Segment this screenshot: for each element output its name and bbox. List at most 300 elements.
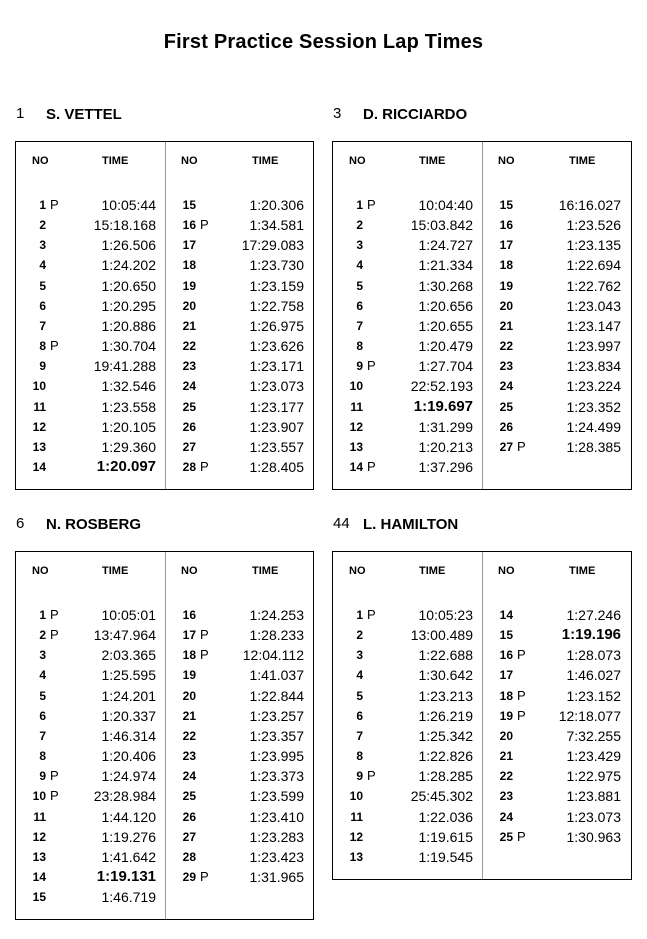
lap-row (166, 296, 304, 316)
lap-number: 25 (499, 399, 513, 414)
column-header-time: TIME (569, 565, 596, 577)
lap-row (16, 827, 156, 847)
lap-row (166, 235, 304, 255)
lap-row (483, 807, 621, 827)
driver-header (333, 105, 623, 125)
lap-number: 16 (499, 648, 513, 663)
lap-time: 1:23.177 (249, 398, 304, 415)
lap-time: 1:25.342 (418, 727, 473, 744)
lap-row (166, 276, 304, 296)
lap-time: 1:20.656 (418, 297, 473, 314)
lap-time: 1:23.147 (566, 317, 621, 334)
lap-number: 19 (499, 278, 513, 293)
lap-row (16, 726, 156, 746)
lap-number: 5 (39, 278, 46, 293)
lap-time: 12:18.077 (558, 707, 621, 724)
lap-number: 11 (350, 399, 363, 414)
lap-time: 1:23.626 (249, 338, 304, 355)
lap-row (333, 437, 473, 457)
lap-number: 14 (32, 459, 46, 474)
column-header-no: NO (181, 155, 198, 167)
lap-row (333, 746, 473, 766)
lap-time: 17:29.083 (241, 237, 304, 254)
lap-number: 13 (32, 849, 46, 864)
lap-row (333, 706, 473, 726)
lap-time: 1:41.642 (101, 848, 156, 865)
lap-row (483, 376, 621, 396)
lap-row (166, 457, 304, 477)
lap-time: 1:23.558 (101, 398, 156, 415)
lap-number: 11 (33, 809, 46, 824)
best-lap-time: 1:19.697 (413, 397, 473, 415)
lap-row (333, 376, 473, 396)
lap-row (16, 417, 156, 437)
lap-number: 17 (182, 238, 196, 253)
lap-time: 1:23.997 (566, 338, 621, 355)
lap-row (16, 766, 156, 786)
lap-row (483, 397, 621, 417)
lap-time: 1:23.073 (566, 808, 621, 825)
lap-time: 1:24.499 (566, 418, 621, 435)
driver-number: 3 (333, 105, 342, 122)
lap-time: 1:37.296 (418, 458, 473, 475)
lap-time: 12:04.112 (242, 647, 304, 664)
lap-number: 1 (39, 608, 46, 622)
lap-number: 17 (182, 628, 196, 643)
lap-time: 1:23.373 (249, 768, 304, 785)
lap-row (483, 827, 621, 847)
lap-time: 1:24.974 (101, 768, 156, 785)
lap-time: 1:20.886 (101, 317, 156, 334)
lap-row (333, 356, 473, 376)
lap-number: 9 (39, 359, 46, 374)
lap-number: 14 (32, 869, 46, 884)
lap-time: 1:23.526 (566, 217, 621, 234)
lap-row (483, 706, 621, 726)
lap-time: 1:24.201 (101, 687, 156, 704)
lap-number: 1 (356, 608, 363, 622)
lap-time: 1:30.642 (418, 667, 473, 684)
lap-row (16, 786, 156, 806)
column-header-no: NO (349, 565, 366, 577)
lap-time: 1:46.314 (101, 727, 156, 744)
lap-time: 1:32.546 (101, 378, 156, 395)
lap-row (166, 645, 304, 665)
lap-time: 1:24.202 (101, 257, 156, 274)
column-header-time: TIME (419, 155, 446, 167)
lap-row (483, 255, 621, 275)
lap-time: 1:24.253 (249, 607, 304, 623)
lap-number: 11 (350, 809, 363, 824)
lap-row (16, 215, 156, 235)
lap-time: 1:23.073 (249, 378, 304, 395)
lap-times-table (332, 141, 632, 490)
lap-row (16, 706, 156, 726)
lap-time: 1:30.963 (566, 828, 621, 845)
lap-time: 10:05:44 (101, 197, 156, 213)
lap-row (16, 397, 156, 417)
lap-time: 13:47.964 (93, 627, 156, 644)
lap-number: 7 (39, 318, 46, 333)
lap-row (483, 726, 621, 746)
lap-row (166, 417, 304, 437)
lap-number: 15 (32, 890, 46, 905)
lap-number: 12 (349, 419, 363, 434)
column-header-time: TIME (252, 565, 279, 577)
lap-number: 1 (39, 198, 46, 212)
lap-time: 1:46.027 (566, 667, 621, 684)
lap-row (16, 457, 156, 477)
lap-time: 1:23.135 (566, 237, 621, 254)
lap-number: 2 (356, 218, 363, 233)
lap-row (483, 786, 621, 806)
lap-number: 20 (182, 298, 196, 313)
lap-time: 1:29.360 (101, 438, 156, 455)
lap-time: 1:20.650 (101, 277, 156, 294)
lap-time: 1:31.965 (249, 868, 304, 885)
pit-marker: P (517, 438, 526, 454)
lap-time: 1:22.758 (249, 297, 304, 314)
pit-marker: P (50, 768, 59, 784)
lap-number: 20 (182, 688, 196, 703)
column-header-no: NO (498, 155, 515, 167)
lap-time: 1:22.688 (418, 647, 473, 664)
driver-header (16, 105, 306, 125)
lap-row (16, 316, 156, 336)
lap-row (166, 786, 304, 806)
lap-row (16, 336, 156, 356)
lap-time: 1:27.246 (566, 607, 621, 623)
lap-number: 23 (182, 749, 196, 764)
lap-time: 1:23.224 (566, 378, 621, 395)
lap-time: 1:23.907 (249, 418, 304, 435)
lap-row (166, 316, 304, 336)
lap-row (166, 686, 304, 706)
column-header-no: NO (181, 565, 198, 577)
lap-time: 1:23.352 (566, 398, 621, 415)
driver-name: L. HAMILTON (363, 516, 459, 533)
lap-number: 14 (499, 608, 513, 622)
lap-time: 10:05:23 (418, 607, 473, 623)
lap-time: 1:23.423 (249, 848, 304, 865)
lap-time: 23:28.984 (93, 788, 156, 805)
lap-row (166, 356, 304, 376)
lap-row (166, 706, 304, 726)
column-header-no: NO (32, 155, 49, 167)
lap-number: 7 (356, 318, 363, 333)
lap-row (483, 605, 621, 625)
lap-number: 25 (182, 789, 196, 804)
lap-number: 18 (182, 258, 196, 273)
lap-row (333, 417, 473, 437)
lap-number: 6 (39, 298, 46, 313)
pit-marker: P (200, 627, 209, 643)
lap-time: 1:31.299 (418, 418, 473, 435)
lap-time: 1:23.283 (249, 828, 304, 845)
lap-row (483, 625, 621, 645)
lap-time: 1:23.171 (249, 358, 304, 375)
lap-time: 1:23.429 (566, 748, 621, 765)
lap-number: 2 (356, 628, 363, 643)
pit-marker: P (367, 768, 376, 784)
lap-number: 18 (182, 648, 196, 663)
pit-marker: P (367, 458, 376, 474)
lap-times-table (15, 551, 314, 920)
lap-number: 11 (33, 399, 46, 414)
lap-row (483, 645, 621, 665)
lap-number: 21 (182, 708, 196, 723)
driver-name: S. VETTEL (46, 106, 122, 123)
lap-time: 1:34.581 (249, 217, 304, 234)
lap-number: 16 (499, 218, 513, 233)
lap-number: 5 (356, 278, 363, 293)
best-lap-time: 1:19.131 (96, 867, 156, 885)
pit-marker: P (50, 197, 59, 212)
lap-row (483, 215, 621, 235)
lap-time: 2:03.365 (101, 647, 156, 664)
lap-time: 1:23.557 (249, 438, 304, 455)
lap-row (16, 746, 156, 766)
lap-number: 23 (499, 359, 513, 374)
driver-name: N. ROSBERG (46, 516, 142, 533)
driver-name: D. RICCIARDO (363, 106, 468, 123)
lap-time: 1:22.975 (566, 768, 621, 785)
lap-number: 8 (356, 339, 363, 354)
lap-time: 1:26.219 (418, 707, 473, 724)
lap-number: 2 (39, 218, 46, 233)
lap-row (166, 255, 304, 275)
pit-marker: P (200, 647, 209, 663)
lap-row (16, 807, 156, 827)
lap-row (333, 457, 473, 477)
lap-number: 15 (499, 198, 513, 212)
lap-number: 28 (182, 849, 196, 864)
lap-time: 1:28.233 (249, 627, 304, 644)
lap-row (16, 686, 156, 706)
lap-row (166, 827, 304, 847)
lap-number: 18 (499, 258, 513, 273)
lap-number: 26 (499, 419, 513, 434)
pit-marker: P (50, 607, 59, 622)
lap-number: 27 (182, 439, 196, 454)
lap-number: 15 (499, 628, 513, 643)
lap-number: 19 (182, 278, 196, 293)
lap-number: 14 (349, 459, 363, 474)
lap-number: 27 (182, 829, 196, 844)
lap-number: 8 (39, 749, 46, 764)
lap-row (16, 195, 156, 215)
lap-row (483, 766, 621, 786)
lap-time: 16:16.027 (558, 197, 621, 213)
lap-row (333, 847, 473, 867)
lap-time: 1:20.406 (101, 748, 156, 765)
lap-time: 1:23.410 (249, 808, 304, 825)
lap-row (166, 726, 304, 746)
lap-time: 1:20.105 (101, 418, 156, 435)
lap-number: 3 (39, 648, 46, 663)
lap-number: 12 (349, 829, 363, 844)
lap-row (483, 235, 621, 255)
lap-row (16, 235, 156, 255)
lap-row (333, 215, 473, 235)
lap-number: 13 (32, 439, 46, 454)
lap-number: 6 (356, 708, 363, 723)
lap-time: 1:23.043 (566, 297, 621, 314)
driver-number: 1 (16, 105, 25, 122)
lap-row (16, 376, 156, 396)
lap-row (483, 336, 621, 356)
lap-number: 19 (182, 668, 196, 683)
lap-number: 28 (182, 459, 196, 474)
lap-number: 5 (39, 688, 46, 703)
lap-row (333, 605, 473, 625)
lap-time: 15:03.842 (410, 217, 473, 234)
lap-time: 1:20.655 (418, 317, 473, 334)
lap-number: 5 (356, 688, 363, 703)
lap-row (333, 316, 473, 336)
lap-number: 9 (39, 769, 46, 784)
lap-row (333, 807, 473, 827)
lap-number: 26 (182, 809, 196, 824)
lap-time: 1:27.704 (418, 358, 473, 375)
lap-number: 21 (499, 749, 513, 764)
lap-row (166, 867, 304, 887)
lap-time: 1:26.975 (249, 317, 304, 334)
lap-time: 1:22.036 (418, 808, 473, 825)
lap-row (333, 766, 473, 786)
lap-time: 1:25.595 (101, 667, 156, 684)
lap-row (333, 235, 473, 255)
lap-number: 19 (499, 708, 513, 723)
lap-number: 25 (182, 399, 196, 414)
lap-time: 1:20.295 (101, 297, 156, 314)
lap-number: 10 (32, 789, 46, 804)
lap-number: 13 (349, 439, 363, 454)
lap-number: 20 (499, 728, 513, 743)
lap-row (16, 605, 156, 625)
lap-row (166, 746, 304, 766)
lap-number: 10 (349, 379, 363, 394)
pit-marker: P (367, 358, 376, 374)
lap-row (333, 195, 473, 215)
lap-time: 1:23.730 (249, 257, 304, 274)
lap-number: 1 (356, 198, 363, 212)
column-header-time: TIME (569, 155, 596, 167)
lap-time: 19:41.288 (93, 358, 156, 375)
best-lap-time: 1:19.196 (561, 626, 621, 644)
lap-row (166, 397, 304, 417)
lap-times-table (332, 551, 632, 880)
lap-row (166, 195, 304, 215)
lap-row (483, 195, 621, 215)
pit-marker: P (517, 828, 526, 844)
lap-row (16, 665, 156, 685)
lap-number: 24 (182, 379, 196, 394)
lap-row (333, 645, 473, 665)
lap-row (16, 645, 156, 665)
pit-marker: P (517, 647, 526, 663)
lap-row (333, 625, 473, 645)
lap-row (483, 686, 621, 706)
lap-time: 1:23.257 (249, 707, 304, 724)
lap-number: 10 (349, 789, 363, 804)
lap-number: 3 (356, 648, 363, 663)
lap-number: 7 (39, 728, 46, 743)
lap-number: 9 (356, 359, 363, 374)
lap-time: 1:26.506 (101, 237, 156, 254)
lap-row (483, 437, 621, 457)
lap-time: 1:28.405 (249, 458, 304, 475)
lap-time: 1:41.037 (249, 667, 304, 684)
lap-row (16, 887, 156, 907)
lap-time: 1:23.213 (418, 687, 473, 704)
lap-row (16, 847, 156, 867)
pit-marker: P (200, 458, 209, 474)
lap-number: 27 (499, 439, 513, 454)
lap-time: 1:30.704 (101, 338, 156, 355)
lap-time: 1:22.762 (566, 277, 621, 294)
lap-row (166, 665, 304, 685)
lap-time: 1:19.545 (418, 848, 473, 865)
lap-row (166, 807, 304, 827)
lap-time: 1:23.357 (249, 727, 304, 744)
lap-time: 10:05:01 (101, 607, 156, 623)
column-header-no: NO (498, 565, 515, 577)
lap-number: 8 (356, 749, 363, 764)
lap-time: 25:45.302 (410, 788, 473, 805)
lap-time: 1:28.073 (566, 647, 621, 664)
lap-time: 1:23.152 (566, 687, 621, 704)
pit-marker: P (367, 607, 376, 622)
lap-number: 6 (39, 708, 46, 723)
lap-time: 1:23.881 (566, 788, 621, 805)
column-header-time: TIME (102, 565, 129, 577)
lap-row (166, 766, 304, 786)
lap-number: 29 (182, 869, 196, 884)
driver-number: 6 (16, 515, 25, 532)
lap-number: 22 (499, 769, 513, 784)
lap-row (483, 417, 621, 437)
lap-number: 20 (499, 298, 513, 313)
lap-time: 1:28.285 (418, 768, 473, 785)
lap-time: 1:20.213 (418, 438, 473, 455)
lap-row (166, 625, 304, 645)
lap-time: 7:32.255 (566, 727, 621, 744)
lap-number: 9 (356, 769, 363, 784)
pit-marker: P (517, 687, 526, 703)
lap-time: 1:30.268 (418, 277, 473, 294)
lap-row (333, 296, 473, 316)
lap-time: 15:18.168 (93, 217, 156, 234)
lap-time: 1:24.727 (418, 237, 473, 254)
lap-row (333, 665, 473, 685)
column-header-time: TIME (419, 565, 446, 577)
column-header-no: NO (32, 565, 49, 577)
lap-time: 1:22.844 (249, 687, 304, 704)
lap-row (16, 625, 156, 645)
lap-row (333, 336, 473, 356)
lap-row (16, 867, 156, 887)
lap-row (16, 296, 156, 316)
lap-row (333, 686, 473, 706)
lap-row (333, 827, 473, 847)
lap-number: 18 (499, 688, 513, 703)
lap-times-table (15, 141, 314, 490)
driver-number: 44 (333, 515, 350, 532)
lap-number: 15 (182, 198, 196, 212)
lap-number: 4 (39, 258, 46, 273)
pit-marker: P (517, 707, 526, 723)
